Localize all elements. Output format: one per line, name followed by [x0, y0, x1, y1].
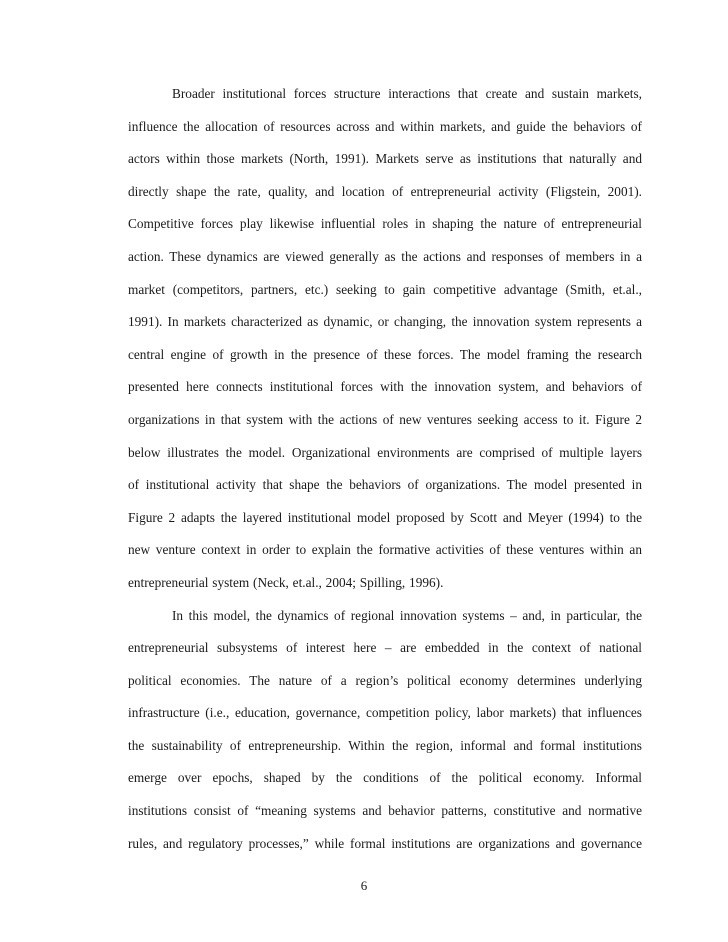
text-line: central engine of growth in the presence of these forces. The model framing the research	[128, 346, 642, 362]
text-line: rules, and regulatory processes,” while formal institutions are organizations and governance	[128, 835, 642, 851]
text-line: infrastructure (i.e., education, governance, competition policy, labor markets) that influences	[128, 705, 642, 721]
text-line: Competitive forces play likewise influential roles in shaping the nature of entrepreneurial	[128, 216, 642, 232]
paragraph-2	[128, 606, 642, 867]
text-line: Broader institutional forces structure interactions that create and sustain markets,	[172, 86, 642, 101]
text-line: directly shape the rate, quality, and location of entrepreneurial activity (Fligstein, 2001).	[128, 183, 642, 199]
text-line: presented here connects institutional forces with the innovation system, and behaviors of	[128, 379, 642, 395]
text-line: emerge over epochs, shaped by the conditions of the political economy. Informal	[128, 770, 642, 786]
text-line: new venture context in order to explain the formative activities of these ventures within an	[128, 542, 642, 558]
text-line: influence the allocation of resources across and within markets, and guide the behaviors of	[128, 118, 642, 134]
text-line: action. These dynamics are viewed generally as the actions and responses of members in a	[128, 248, 642, 264]
text-line: below illustrates the model. Organizational environments are comprised of multiple layers	[128, 444, 642, 460]
text-line: organizations in that system with the actions of new ventures seeking access to it. Figure 2	[128, 411, 642, 427]
text-line: Figure 2 adapts the layered institutional model proposed by Scott and Meyer (1994) to the	[128, 509, 642, 525]
text-line: actors within those markets (North, 1991). Markets serve as institutions that naturally and	[128, 151, 642, 167]
text-line: 1991). In markets characterized as dynamic, or changing, the innovation system represents a	[128, 314, 642, 330]
text-line: entrepreneurial system (Neck, et.al., 2004; Spilling, 1996).	[128, 574, 444, 590]
page-number: 6	[360, 878, 368, 893]
text-line: institutions consist of “meaning systems and behavior patterns, constitutive and normative	[128, 803, 642, 819]
body-text	[128, 84, 642, 866]
text-line: market (competitors, partners, etc.) seeking to gain competitive advantage (Smith, et.al.,	[128, 281, 642, 297]
text-line: the sustainability of entrepreneurship. Within the region, informal and formal institutions	[128, 737, 642, 753]
paragraph-1	[128, 84, 642, 606]
text-line: of institutional activity that shape the behaviors of organizations. The model presented in	[128, 477, 642, 493]
text-line: entrepreneurial subsystems of interest here – are embedded in the context of national	[128, 640, 642, 656]
text-line: political economies. The nature of a region’s political economy determines underlying	[128, 672, 642, 688]
text-line: In this model, the dynamics of regional innovation systems – and, in particular, the	[172, 607, 642, 623]
